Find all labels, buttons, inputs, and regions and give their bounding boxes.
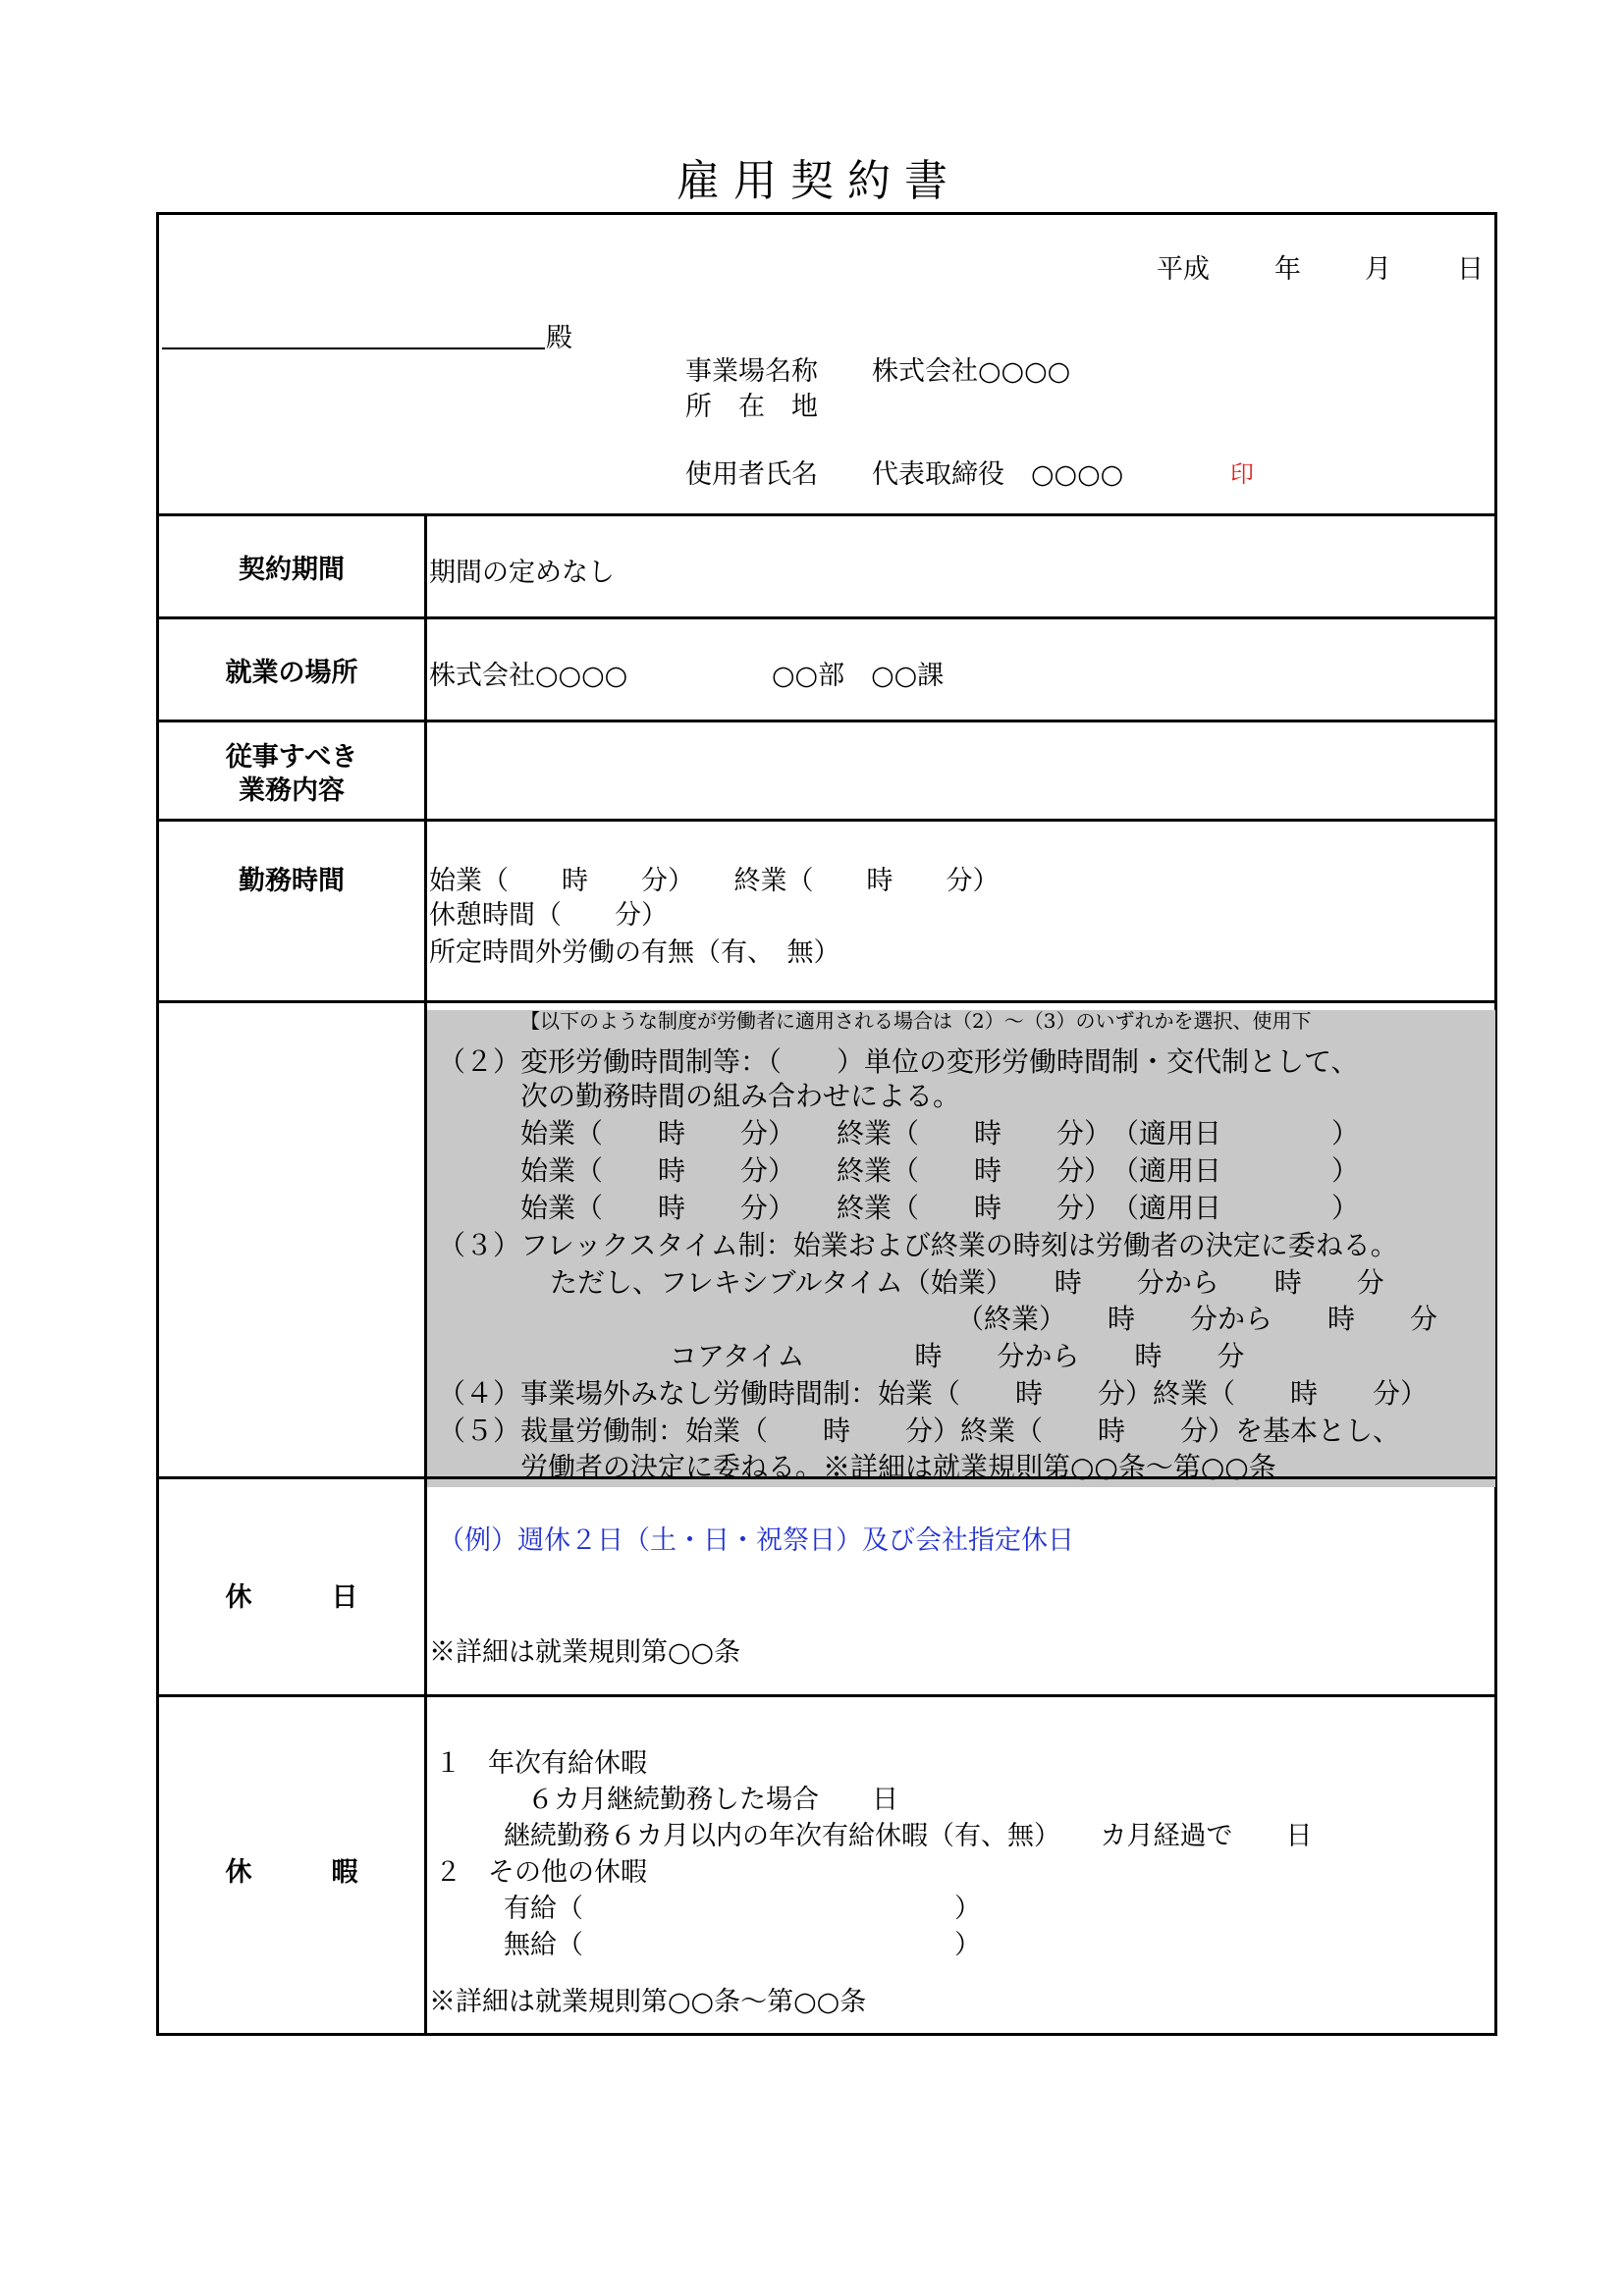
systems-line: （５）裁量労働制：始業（ 時 分）終業（ 時 分）を基本とし、: [438, 1415, 1401, 1447]
hours-line2: 休憩時間（ 分）: [429, 900, 668, 931]
column-divider: [424, 513, 427, 2036]
workplace-label: 就業の場所: [225, 658, 358, 688]
date-era: 平成: [1157, 254, 1210, 285]
company-label: 事業場名称: [685, 356, 818, 387]
systems-line: 次の勤務時間の組み合わせによる。: [520, 1080, 961, 1112]
leave-note: ※詳細は就業規則第○○条～第○○条: [429, 1987, 867, 2017]
leave-line: １ 年次有給休暇: [435, 1748, 647, 1779]
systems-line: （終業） 時 分から 時 分: [956, 1303, 1438, 1335]
leave-line: 継続勤務６カ月以内の年次有給休暇（有、無） カ月経過で 日: [504, 1821, 1313, 1851]
holidays-note: ※詳細は就業規則第○○条: [429, 1637, 741, 1668]
page-title: 雇 用 契 約 書: [677, 156, 947, 206]
hours-line1: 始業（ 時 分） 終業（ 時 分）: [429, 866, 1000, 896]
date-day: 日: [1457, 254, 1484, 285]
systems-line: 始業（ 時 分） 終業（ 時 分） （適用日 ）: [520, 1154, 1360, 1187]
duties-label-line1: 従事すべき: [225, 742, 358, 773]
row-divider: [156, 616, 1497, 619]
hours-label: 勤務時間: [239, 866, 345, 896]
contract-period-label: 契約期間: [239, 555, 345, 585]
employer-value: 代表取締役 ○○○○: [872, 459, 1124, 490]
row-divider: [156, 513, 1497, 516]
systems-line: （４）事業場外みなし労働時間制：始業（ 時 分）終業（ 時 分）: [438, 1377, 1429, 1410]
systems-line: 始業（ 時 分） 終業（ 時 分） （適用日 ）: [520, 1117, 1360, 1149]
holidays-example: （例）週休２日（土・日・祝祭日）及び会社指定休日: [438, 1525, 1074, 1556]
addressee-suffix: 殿: [546, 323, 572, 353]
hours-line3: 所定時間外労働の有無（有、 無）: [429, 937, 840, 968]
row-divider: [156, 1000, 1497, 1003]
employer-label: 使用者氏名: [685, 459, 818, 490]
systems-note: 【以下のような制度が労働者に適用される場合は（2）～（3）のいずれかを選択、使用下: [520, 1009, 1312, 1033]
systems-line: 始業（ 時 分） 終業（ 時 分） （適用日 ）: [520, 1192, 1360, 1224]
systems-line: （３）フレックスタイム制：始業および終業の時刻は労働者の決定に委ねる。: [438, 1229, 1398, 1261]
company-value: 株式会社○○○○: [872, 356, 1071, 387]
leave-line: 無給（ ）: [504, 1930, 981, 1960]
systems-line: ただし、フレキシブルタイム（始業） 時 分から 時 分: [550, 1266, 1384, 1299]
workplace-dept: ○○部 ○○課: [772, 661, 945, 691]
leave-line: ２ その他の休暇: [435, 1857, 647, 1888]
systems-line: （２）変形労働時間制等：（ ）単位の変形労働時間制・交代制として、: [438, 1045, 1359, 1078]
duties-label-line2: 業務内容: [239, 775, 345, 806]
holidays-label: 休 日: [225, 1582, 358, 1613]
leave-line: 有給（ ）: [504, 1894, 981, 1924]
systems-line: 労働者の決定に委ねる。※詳細は就業規則第○○条～第○○条: [520, 1451, 1276, 1483]
workplace-company: 株式会社○○○○: [429, 661, 628, 691]
date-month: 月: [1365, 254, 1391, 285]
row-divider: [156, 1694, 1497, 1697]
leave-line: ６カ月継続勤務した場合 日: [527, 1785, 898, 1815]
address-label: 所 在 地: [685, 392, 818, 422]
date-year: 年: [1274, 254, 1301, 285]
row-divider: [156, 720, 1497, 722]
contract-period-value: 期間の定めなし: [429, 558, 615, 588]
leave-label: 休 暇: [225, 1857, 358, 1888]
row-divider: [156, 819, 1497, 822]
seal-mark: 印: [1230, 460, 1254, 488]
addressee-line: [162, 347, 545, 349]
systems-line: コアタイム 時 分から 時 分: [670, 1340, 1245, 1372]
